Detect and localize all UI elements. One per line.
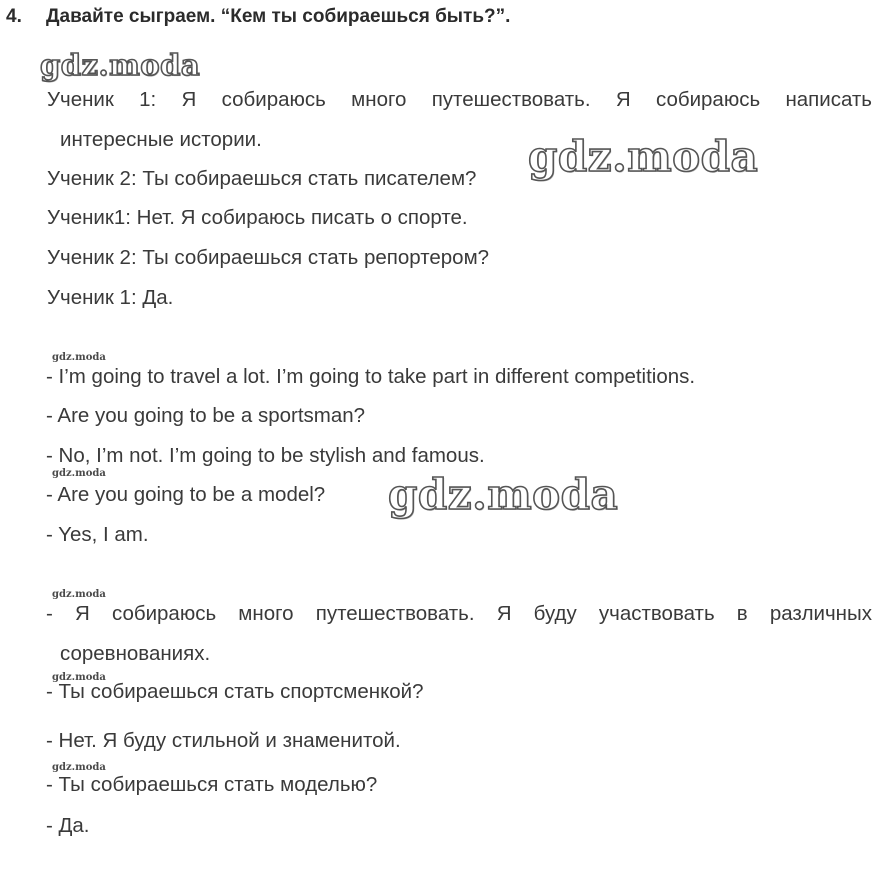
dialog3-line: - Нет. Я буду стильной и знаменитой. — [46, 729, 401, 752]
dialog1-line: Ученик 1: Да. — [47, 286, 174, 309]
watermark-logo: gdz.moda — [528, 132, 759, 181]
dialog2-line: - No, I’m not. I’m going to be stylish and famous. — [46, 444, 485, 467]
watermark-small: gdz.moda — [52, 589, 106, 600]
dialog1-line: интересные истории. — [60, 128, 262, 151]
dialog3-line: - Ты собираешься стать спортсменкой? — [46, 680, 424, 703]
dialog2-line: - Yes, I am. — [46, 523, 149, 546]
dialog3-line: - Я собираюсь много путешествовать. Я буду участвовать в различных — [46, 602, 872, 625]
dialog3-line: - Ты собираешься стать моделью? — [46, 773, 378, 796]
watermark-small: gdz.moda — [52, 672, 106, 683]
dialog1-line: Ученик 1: Я собираюсь много путешествовать. Я собираюсь написать — [47, 88, 872, 111]
task-number: 4. — [6, 6, 22, 27]
dialog1-line: Ученик 2: Ты собираешься стать писателем? — [47, 167, 477, 190]
dialog2-line: - Are you going to be a sportsman? — [46, 404, 366, 427]
task-heading — [6, 6, 510, 28]
dialog1-line: Ученик 2: Ты собираешься стать репортером? — [47, 246, 490, 269]
dialog3-line: - Да. — [46, 814, 90, 837]
dialog2-line: - Are you going to be a model? — [46, 483, 326, 506]
watermark-logo: gdz.moda — [40, 48, 201, 82]
dialog3-line: соревнованиях. — [60, 642, 211, 665]
watermark-small: gdz.moda — [52, 468, 106, 479]
task-title: Давайте сыграем. “Кем ты собираешься быть?”. — [46, 6, 511, 27]
watermark-small: gdz.moda — [52, 352, 106, 363]
dialog1-line: Ученик1: Нет. Я собираюсь писать о спорте. — [47, 206, 468, 229]
watermark-logo: gdz.moda — [388, 470, 619, 519]
watermark-small: gdz.moda — [52, 762, 106, 773]
dialog2-line: - I’m going to travel a lot. I’m going to take part in different competitions. — [46, 365, 696, 388]
